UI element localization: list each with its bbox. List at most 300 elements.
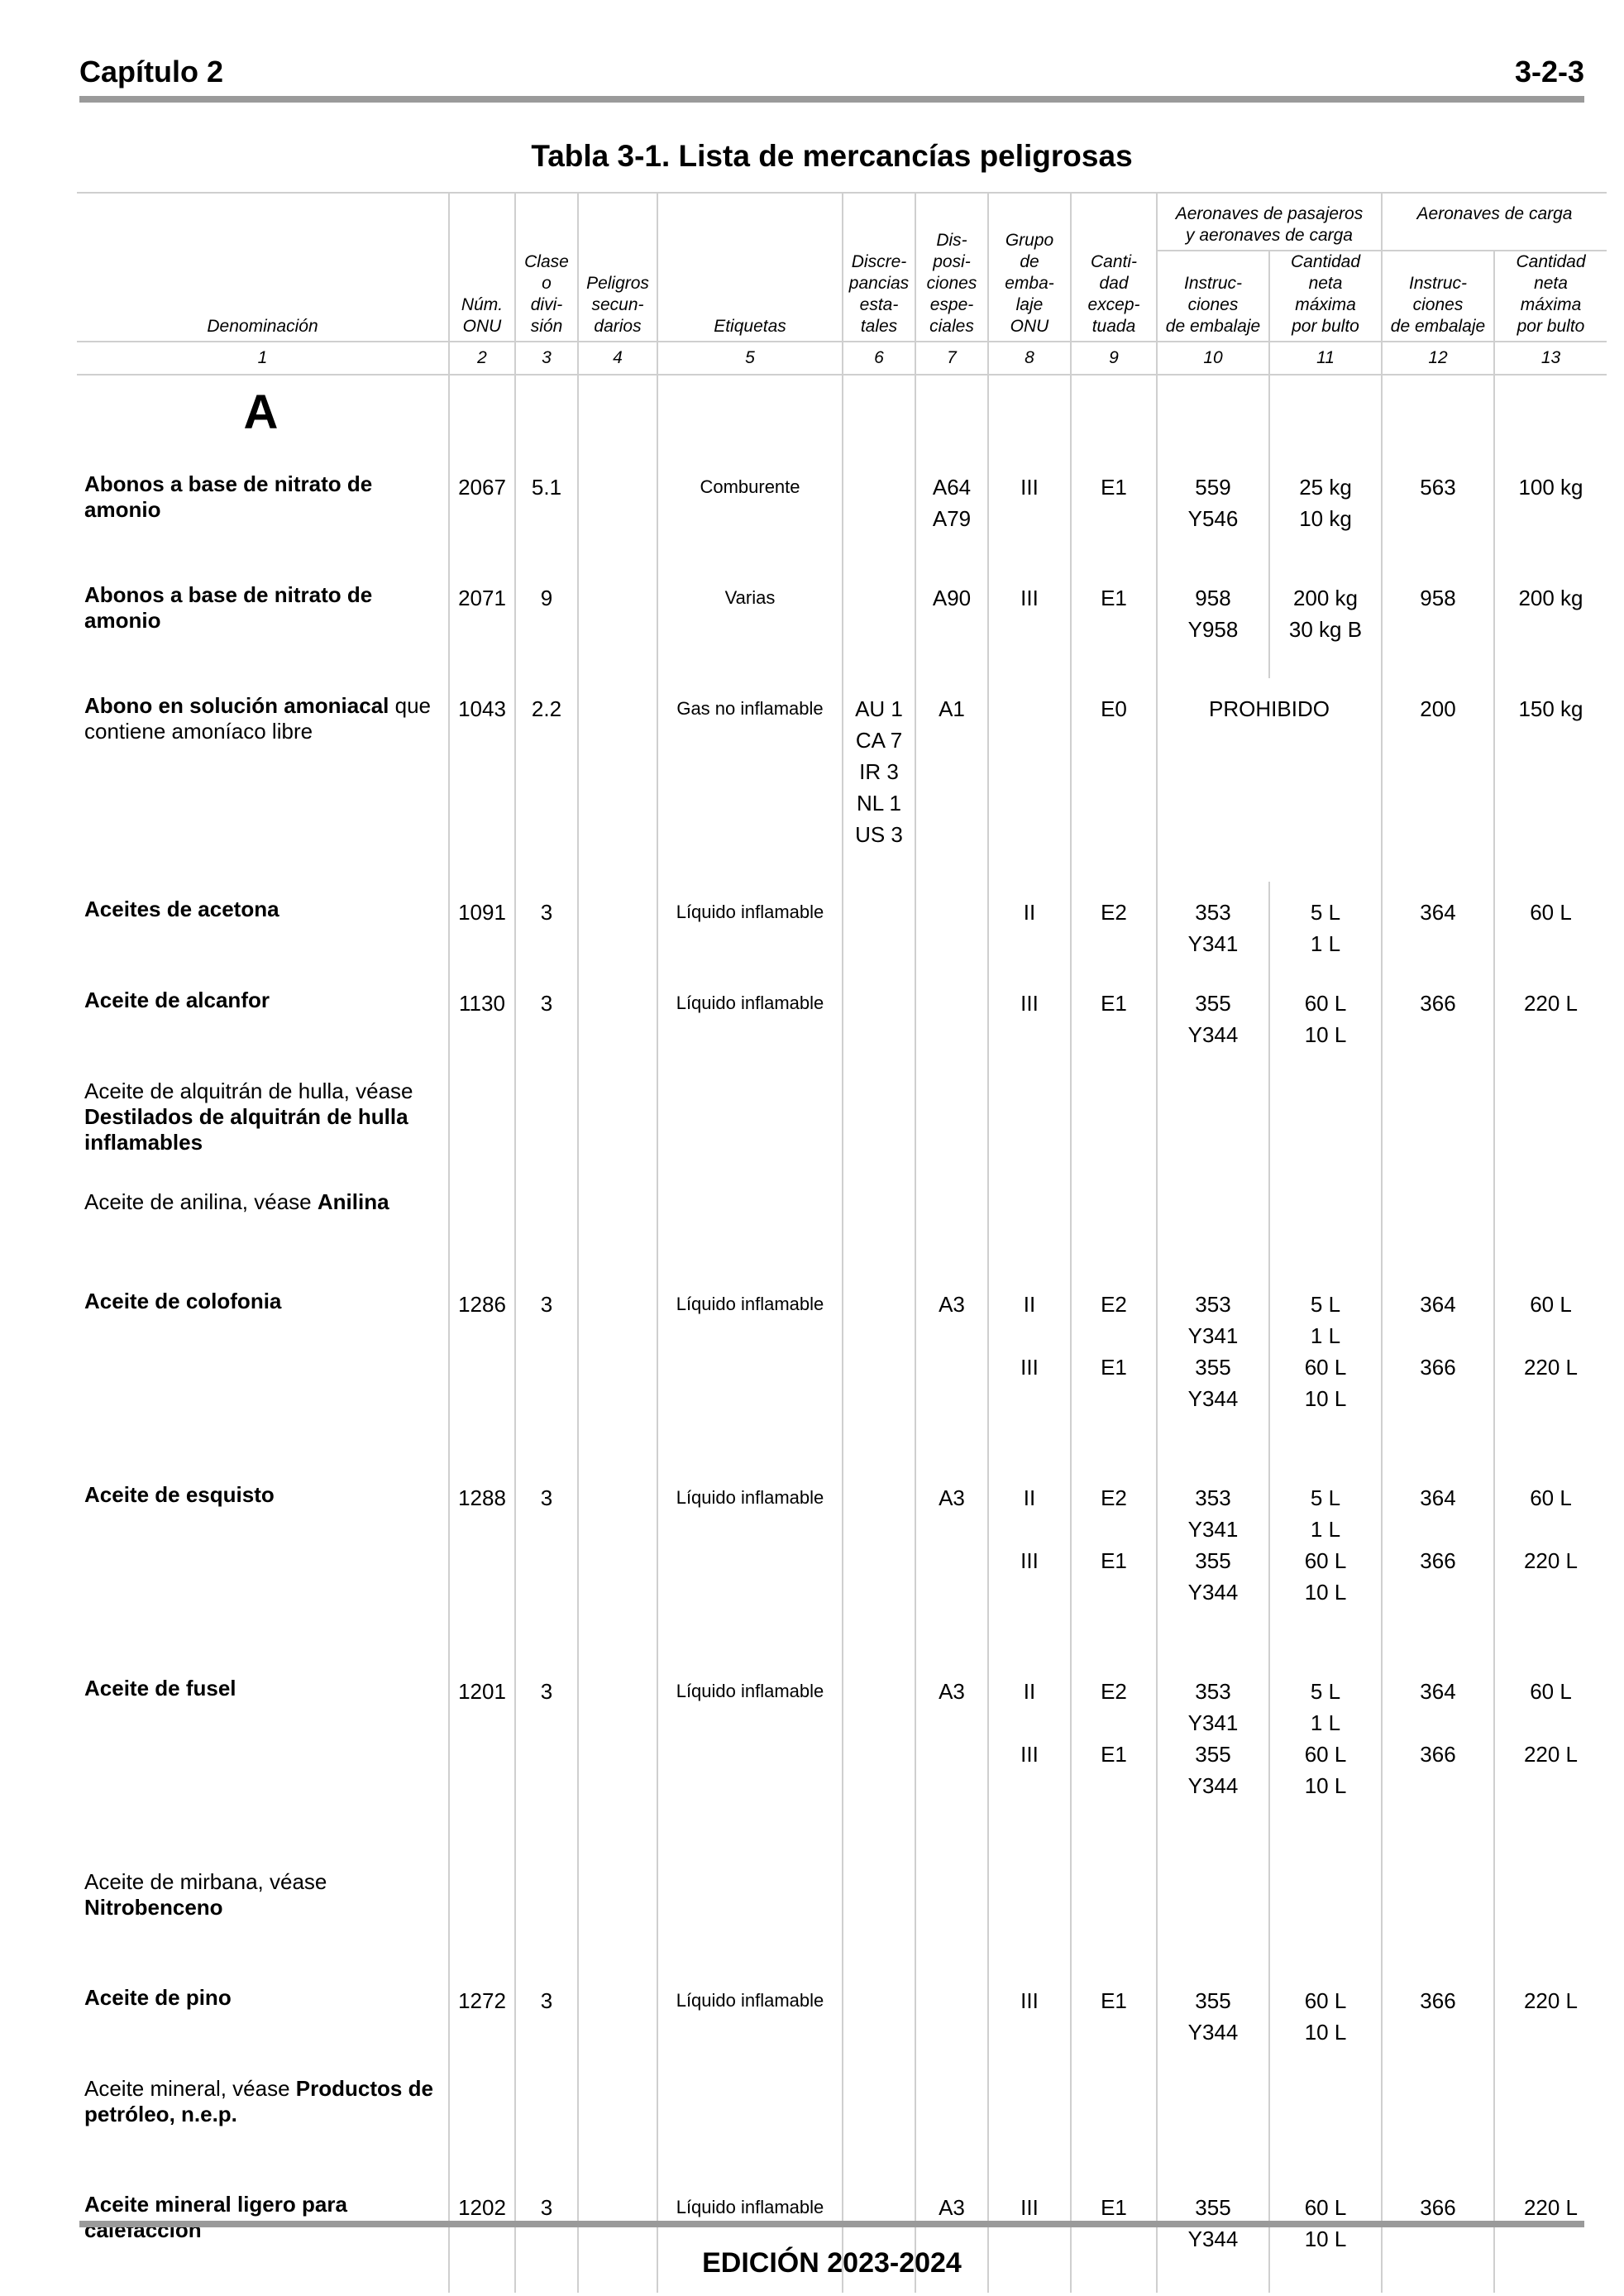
max-quantity: 25 kg	[1299, 475, 1352, 500]
packing-instruction: 366	[1420, 2195, 1456, 2220]
max-quantity: 10 L	[1304, 1386, 1347, 1411]
packing-instruction: 353	[1195, 1679, 1231, 1704]
column-number-6: 6	[843, 342, 915, 375]
empty-cell	[843, 1854, 915, 1970]
cell-pax-packing-instruction	[1157, 882, 1269, 973]
cell-denominacion	[77, 567, 449, 678]
max-quantity: 10 L	[1304, 1022, 1347, 1047]
header-text-line: neta	[1308, 274, 1343, 293]
col-header-subsidiary-hazards	[578, 193, 657, 342]
col-header-pax-max-qty	[1269, 251, 1382, 342]
max-quantity: 10 L	[1304, 1580, 1347, 1605]
dangerous-goods-table	[77, 192, 1607, 2293]
empty-cell	[915, 1854, 988, 1970]
table-row	[77, 973, 1607, 1064]
cell-special-provisions	[915, 567, 988, 678]
empty-cell	[843, 1174, 915, 1274]
cell-denominacion	[77, 1661, 449, 1854]
header-text-line: ONU	[1010, 317, 1049, 336]
empty-cell	[1382, 1854, 1494, 1970]
excepted-quantity: E1	[1101, 2195, 1127, 2220]
col-header-special-provisions	[915, 193, 988, 342]
cell-class: 3	[515, 1661, 578, 1854]
packing-group: II	[1023, 1679, 1036, 1704]
packing-instruction: 958	[1195, 586, 1231, 610]
header-text-line: Cantidad	[1516, 252, 1586, 271]
excepted-quantity: E2	[1101, 1292, 1127, 1317]
excepted-quantity: E1	[1101, 1742, 1127, 1767]
empty-cell	[1269, 375, 1382, 457]
packing-instruction: 355	[1195, 2195, 1231, 2220]
cell-cargo-packing-instruction	[1382, 678, 1494, 882]
cell-pax-packing-instruction	[1157, 1970, 1269, 2061]
column-number-10: 10	[1157, 342, 1269, 375]
empty-cell	[515, 2061, 578, 2177]
packing-group: III	[1020, 1355, 1039, 1380]
cell-class: 3	[515, 2177, 578, 2293]
packing-instruction: Y344	[1187, 1386, 1239, 1411]
cell-state-variations	[843, 1467, 915, 1661]
col-group-passenger-cargo	[1157, 193, 1382, 251]
packing-instruction: Y546	[1187, 506, 1239, 531]
cell-special-provisions	[915, 882, 988, 973]
header-text-line: y aeronaves de carga	[1186, 226, 1353, 245]
cell-cargo-packing-instruction	[1382, 457, 1494, 567]
packing-instruction: 355	[1195, 991, 1231, 1016]
empty-cell	[988, 1174, 1071, 1274]
header-text-line: máxima	[1295, 295, 1356, 314]
header-text-line: tales	[860, 317, 898, 336]
cell-cargo-packing-instruction	[1382, 567, 1494, 678]
header-text-line: por bulto	[1517, 317, 1585, 336]
header-text-line: emba-	[1005, 274, 1054, 293]
header-text-line: darios	[594, 317, 642, 336]
excepted-quantity: E1	[1101, 586, 1127, 610]
hazard-label-text: Gas no inflamable	[676, 698, 824, 719]
column-number-5: 5	[657, 342, 843, 375]
packing-group	[989, 1514, 1070, 1545]
header-text-line: ciales	[929, 317, 974, 336]
packing-group: III	[1020, 475, 1039, 500]
excepted-quantity: E2	[1101, 900, 1127, 925]
empty-cell	[1382, 1174, 1494, 1274]
packing-instruction: Y341	[1187, 1710, 1239, 1735]
header-text-line: posi-	[933, 252, 971, 271]
column-number-11: 11	[1269, 342, 1382, 375]
cell-label	[657, 567, 843, 678]
table-row	[77, 2061, 1607, 2177]
cell-packing-group	[988, 1970, 1071, 2061]
packing-group: III	[1020, 991, 1039, 1016]
cell-cargo-packing-instruction	[1382, 1970, 1494, 2061]
state-variation: US 3	[855, 822, 903, 847]
col-header-cargo-packing-instr	[1382, 251, 1494, 342]
cell-label	[657, 678, 843, 882]
cell-denominacion	[77, 1174, 449, 1274]
packing-instruction	[1383, 1770, 1493, 1801]
cell-un-number: 2071	[449, 567, 515, 678]
empty-cell	[578, 375, 657, 457]
empty-cell	[578, 1854, 657, 1970]
max-quantity: 60 L	[1304, 2195, 1347, 2220]
table-title: Tabla 3-1. Lista de mercancías peligrosas	[531, 139, 1133, 173]
cell-denominacion	[77, 973, 449, 1064]
cell-class: 9	[515, 567, 578, 678]
cell-label	[657, 882, 843, 973]
entry-name-text: Aceite de alquitrán de hulla, véase	[84, 1079, 413, 1103]
cell-label	[657, 973, 843, 1064]
cell-class: 3	[515, 1467, 578, 1661]
cell-subsidiary-hazard	[578, 1467, 657, 1661]
packing-instruction: Y344	[1187, 2227, 1239, 2251]
packing-instruction: Y341	[1187, 1517, 1239, 1542]
packing-group	[989, 1320, 1070, 1351]
packing-instruction: Y344	[1187, 1773, 1239, 1798]
cell-un-number: 1202	[449, 2177, 515, 2293]
cell-special-provisions	[915, 1467, 988, 1661]
hazard-label-text: Varias	[724, 587, 776, 608]
col-header-subsidiary-hazards-text	[579, 273, 657, 337]
col-header-cargo-max-qty	[1494, 251, 1607, 342]
column-number-8: 8	[988, 342, 1071, 375]
packing-instruction: 366	[1420, 1988, 1456, 2013]
entry-name-bold: Nitrobenceno	[84, 1895, 223, 1920]
hazard-label-text: Líquido inflamable	[676, 1294, 824, 1314]
cell-cargo-packing-instruction	[1382, 882, 1494, 973]
col-header-un-number-text	[450, 294, 514, 337]
packing-group: III	[1020, 1988, 1039, 2013]
max-quantity: 100 kg	[1518, 475, 1583, 500]
cell-un-number: 1201	[449, 1661, 515, 1854]
max-quantity: 60 L	[1304, 1355, 1347, 1380]
max-quantity	[1495, 1707, 1607, 1739]
special-provision: A3	[939, 1485, 965, 1510]
packing-group: III	[1020, 1548, 1039, 1573]
cell-cargo-max-quantity	[1494, 1467, 1607, 1661]
special-provision: A1	[939, 696, 965, 721]
table-row	[77, 678, 1607, 882]
cell-cargo-max-quantity	[1494, 1970, 1607, 2061]
col-header-packing-group	[988, 193, 1071, 342]
cell-packing-group	[988, 567, 1071, 678]
empty-cell	[515, 1174, 578, 1274]
empty-cell	[578, 1064, 657, 1174]
header-text-line: sión	[530, 317, 563, 336]
cell-special-provisions	[915, 973, 988, 1064]
excepted-quantity	[1072, 1707, 1156, 1739]
packing-instruction: Y341	[1187, 931, 1239, 956]
entry-name-bold: Abono en solución amoniacal	[84, 693, 389, 718]
max-quantity	[1495, 1320, 1607, 1351]
max-quantity: 220 L	[1523, 1988, 1579, 2013]
excepted-quantity: E1	[1101, 475, 1127, 500]
max-quantity: 220 L	[1523, 1742, 1579, 1767]
empty-cell	[578, 1174, 657, 1274]
entry-name-bold: Aceite de alcanfor	[84, 988, 270, 1012]
empty-cell	[449, 1174, 515, 1274]
entry-name-bold: Abonos a base de nitrato de amonio	[84, 582, 373, 633]
packing-instruction: 355	[1195, 1742, 1231, 1767]
header-text-line: Dis-	[936, 231, 967, 250]
table-row	[77, 1467, 1607, 1661]
empty-cell	[1071, 2061, 1157, 2177]
max-quantity: 10 L	[1304, 2227, 1347, 2251]
cell-un-number: 1091	[449, 882, 515, 973]
empty-cell	[1382, 375, 1494, 457]
excepted-quantity: E0	[1101, 696, 1127, 721]
entry-name-bold: Anilina	[317, 1189, 389, 1214]
header-text-line: Instruc-	[1408, 274, 1467, 293]
max-quantity: 60 L	[1304, 1988, 1347, 2013]
header-text-line: Núm.	[461, 295, 504, 314]
entry-name-bold: Productos de petróleo, n.e.p.	[84, 2076, 433, 2126]
max-quantity: 5 L	[1310, 1292, 1341, 1317]
empty-cell	[843, 375, 915, 457]
empty-cell	[657, 1854, 843, 1970]
packing-group	[989, 1770, 1070, 1801]
cell-un-number: 1288	[449, 1467, 515, 1661]
packing-group: III	[1020, 2195, 1039, 2220]
page-footer: EDICIÓN 2023-2024	[79, 2221, 1584, 2279]
packing-instruction: 364	[1420, 1679, 1456, 1704]
empty-cell	[1382, 2061, 1494, 2177]
packing-instruction: 366	[1420, 1742, 1456, 1767]
header-text-line: por bulto	[1292, 317, 1359, 336]
max-quantity: 220 L	[1523, 1355, 1579, 1380]
col-header-pax-packing-instr	[1157, 251, 1269, 342]
cell-denominacion	[77, 678, 449, 882]
empty-cell	[1157, 1064, 1269, 1174]
entry-name-bold: Aceite de fusel	[84, 1676, 236, 1700]
header-text-line: Peligros	[586, 274, 649, 293]
max-quantity: 200 kg	[1292, 586, 1359, 610]
state-variation: IR 3	[859, 759, 899, 784]
header-text-line: máxima	[1520, 295, 1582, 314]
cell-subsidiary-hazard	[578, 678, 657, 882]
cell-cargo-packing-instruction	[1382, 1467, 1494, 1661]
packing-instruction: 366	[1420, 1548, 1456, 1573]
max-quantity: 60 L	[1530, 1292, 1572, 1317]
cell-denominacion	[77, 2061, 449, 2177]
cell-label	[657, 1467, 843, 1661]
hazard-label-text: Comburente	[700, 476, 800, 497]
cell-packing-group	[988, 678, 1071, 882]
max-quantity: 60 L	[1530, 1679, 1572, 1704]
empty-cell	[1071, 1174, 1157, 1274]
packing-group: II	[1023, 1292, 1036, 1317]
column-number-3: 3	[515, 342, 578, 375]
cell-pax-packing-instruction	[1157, 1661, 1269, 1854]
cell-class: 3	[515, 1970, 578, 2061]
col-header-state-variations	[843, 193, 915, 342]
entry-name-bold: Abonos a base de nitrato de amonio	[84, 471, 373, 522]
packing-instruction: Y341	[1187, 1323, 1239, 1348]
hazard-label-text: Líquido inflamable	[676, 1487, 824, 1508]
packing-instruction: 366	[1420, 1355, 1456, 1380]
entry-name-text: Aceite de mirbana, véase	[84, 1869, 327, 1894]
col-header-state-variations-text	[843, 251, 915, 337]
empty-cell	[1157, 375, 1269, 457]
empty-cell	[1269, 2061, 1382, 2177]
cell-subsidiary-hazard	[578, 1970, 657, 2061]
empty-cell	[1494, 1174, 1607, 1274]
section-letter-cell	[77, 375, 449, 457]
cell-pax-max-quantity	[1269, 1970, 1382, 2061]
packing-instruction: 563	[1420, 475, 1456, 500]
cell-packing-group	[988, 882, 1071, 973]
empty-cell	[449, 1064, 515, 1174]
header-text-line: Instruc-	[1183, 274, 1242, 293]
table-body	[77, 375, 1607, 2293]
header-text-line: ONU	[462, 317, 502, 336]
empty-cell	[1494, 1854, 1607, 1970]
table-row	[77, 1274, 1607, 1467]
col-header-class	[515, 193, 578, 342]
cell-state-variations	[843, 457, 915, 567]
header-text-line: ciones	[1412, 295, 1464, 314]
empty-cell	[1494, 1064, 1607, 1174]
cell-subsidiary-hazard	[578, 567, 657, 678]
cell-denominacion	[77, 1467, 449, 1661]
header-text-line: Cantidad	[1290, 252, 1361, 271]
empty-cell	[1071, 1064, 1157, 1174]
header-text-line: espe-	[929, 295, 974, 314]
cell-label	[657, 1661, 843, 1854]
col-header-special-provisions-text	[916, 230, 987, 337]
cell-label	[657, 457, 843, 567]
packing-instruction: Y958	[1187, 617, 1239, 642]
max-quantity: 30 kg B	[1288, 617, 1363, 642]
max-quantity: 60 L	[1304, 1548, 1347, 1573]
empty-cell	[988, 375, 1071, 457]
cell-cargo-packing-instruction	[1382, 1661, 1494, 1854]
packing-instruction: Y344	[1187, 2020, 1239, 2045]
empty-cell	[1269, 1064, 1382, 1174]
packing-instruction: 366	[1420, 991, 1456, 1016]
column-number-2: 2	[449, 342, 515, 375]
packing-instruction: Y344	[1187, 1580, 1239, 1605]
packing-instruction: Y344	[1187, 1022, 1239, 1047]
column-number-13: 13	[1494, 342, 1607, 375]
empty-cell	[657, 2061, 843, 2177]
max-quantity	[1495, 1383, 1607, 1414]
cell-subsidiary-hazard	[578, 457, 657, 567]
col-header-denominacion: Denominación	[77, 193, 449, 342]
col-header-class-text	[516, 251, 577, 337]
excepted-quantity: E2	[1101, 1679, 1127, 1704]
packing-instruction	[1383, 1320, 1493, 1351]
hazard-label-text: Líquido inflamable	[676, 993, 824, 1013]
hazard-label-text: Líquido inflamable	[676, 1681, 824, 1701]
excepted-quantity: E1	[1101, 1355, 1127, 1380]
entry-name-text: que contiene amoníaco libre	[84, 693, 431, 744]
dangerous-goods-table-wrapper	[77, 192, 1607, 2293]
cell-pax-max-quantity	[1269, 973, 1382, 1064]
cell-denominacion	[77, 457, 449, 567]
cell-cargo-max-quantity	[1494, 973, 1607, 1064]
table-row	[77, 1854, 1607, 1970]
cell-label	[657, 1970, 843, 2061]
cell-cargo-max-quantity	[1494, 1661, 1607, 1854]
cell-subsidiary-hazard	[578, 1274, 657, 1467]
table-row	[77, 1970, 1607, 2061]
col-header-excepted-quantity-text	[1072, 251, 1156, 337]
cell-special-provisions	[915, 678, 988, 882]
header-row-top	[77, 193, 1607, 251]
special-provision: A64	[932, 475, 972, 500]
max-quantity: 5 L	[1310, 1485, 1341, 1510]
header-text-line: laje	[1015, 295, 1044, 314]
cell-un-number: 1130	[449, 973, 515, 1064]
max-quantity: 1 L	[1310, 1710, 1341, 1735]
cell-state-variations	[843, 567, 915, 678]
max-quantity: 200 kg	[1518, 586, 1583, 610]
max-quantity: 1 L	[1310, 931, 1341, 956]
cell-class: 2.2	[515, 678, 578, 882]
header-text-line: Clase	[524, 252, 569, 271]
empty-cell	[915, 375, 988, 457]
cell-class: 3	[515, 973, 578, 1064]
max-quantity: 5 L	[1310, 1679, 1341, 1704]
cell-packing-group	[988, 973, 1071, 1064]
cell-denominacion	[77, 1970, 449, 2061]
empty-cell	[449, 1854, 515, 1970]
header-text-line: Grupo	[1005, 231, 1054, 250]
cell-excepted-quantity	[1071, 1661, 1157, 1854]
empty-cell	[1157, 1854, 1269, 1970]
cell-pax-packing-instruction	[1157, 1467, 1269, 1661]
packing-instruction: 353	[1195, 900, 1231, 925]
entry-name-bold: Aceites de acetona	[84, 897, 279, 921]
cell-pax-packing-instruction	[1157, 567, 1269, 678]
empty-cell	[1494, 2061, 1607, 2177]
header-text-line: dad	[1099, 274, 1129, 293]
column-number-1: 1	[77, 342, 449, 375]
cell-class: 3	[515, 1274, 578, 1467]
cell-cargo-max-quantity	[1494, 1274, 1607, 1467]
packing-instruction: 200	[1420, 696, 1456, 721]
column-number-row	[77, 342, 1607, 375]
max-quantity: 10 kg	[1299, 506, 1352, 531]
entry-name-bold: Aceite de esquisto	[84, 1482, 275, 1507]
max-quantity: 10 L	[1304, 1773, 1347, 1798]
hazard-label-text: Líquido inflamable	[676, 2197, 824, 2217]
cell-cargo-packing-instruction	[1382, 973, 1494, 1064]
table-row	[77, 457, 1607, 567]
col-header-un-number	[449, 193, 515, 342]
packing-group: III	[1020, 1742, 1039, 1767]
excepted-quantity	[1072, 1576, 1156, 1608]
cell-packing-group	[988, 1661, 1071, 1854]
cell-state-variations	[843, 882, 915, 973]
cell-special-provisions	[915, 1274, 988, 1467]
header-text-line: divi-	[530, 295, 563, 314]
special-provision: A90	[932, 586, 972, 610]
packing-instruction	[1383, 1514, 1493, 1545]
cell-subsidiary-hazard	[578, 973, 657, 1064]
special-provision: A79	[932, 506, 972, 531]
packing-group	[989, 1707, 1070, 1739]
cell-packing-group	[988, 1274, 1071, 1467]
packing-instruction: 559	[1195, 475, 1231, 500]
header-text-line: Canti-	[1090, 252, 1138, 271]
hazard-label-text: Líquido inflamable	[676, 1990, 824, 2011]
empty-cell	[657, 1064, 843, 1174]
entry-name-bold: Aceite de pino	[84, 1985, 232, 2010]
max-quantity: 60 L	[1304, 991, 1347, 1016]
page-reference: 3-2-3	[1514, 55, 1584, 88]
empty-cell	[1157, 2061, 1269, 2177]
